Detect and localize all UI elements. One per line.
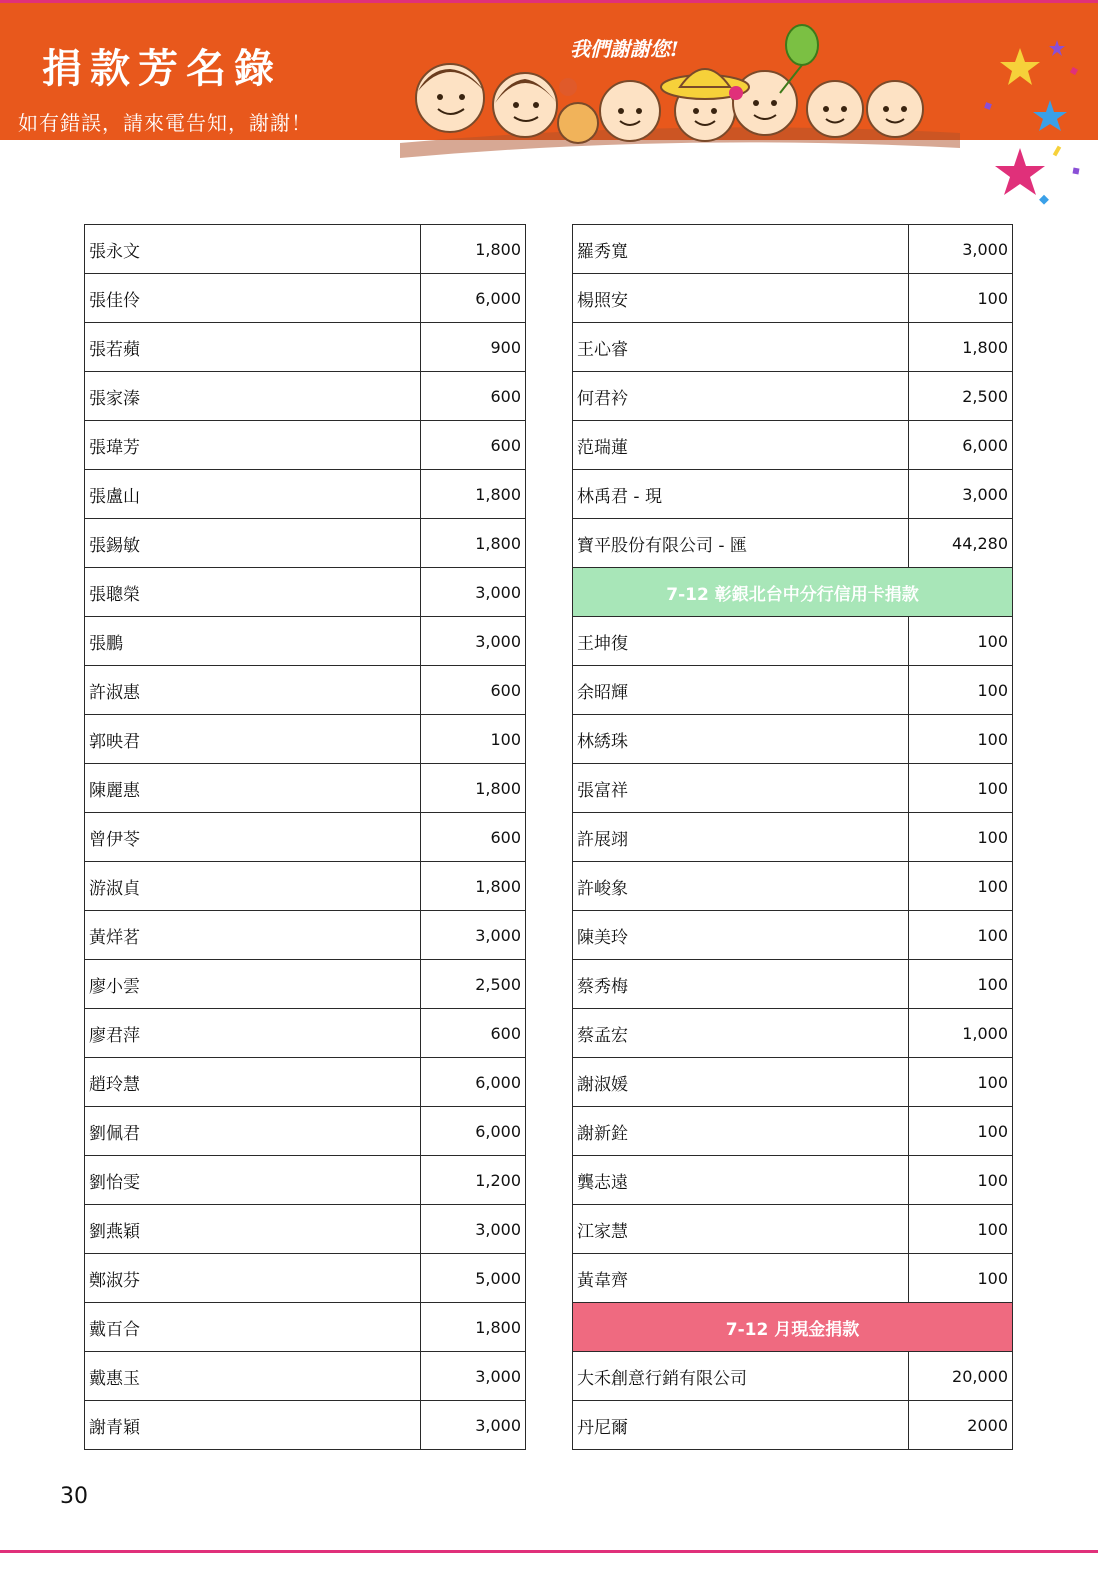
donor-row — [573, 1107, 1013, 1156]
donor-row — [85, 1352, 526, 1401]
donor-name: 郭映君 — [85, 715, 421, 764]
donation-amount: 2,500 — [421, 960, 526, 1009]
donor-name: 江家慧 — [573, 1205, 909, 1254]
donor-name: 謝新銓 — [573, 1107, 909, 1156]
donation-amount: 600 — [421, 421, 526, 470]
donation-amount: 2,500 — [909, 372, 1013, 421]
donor-name: 王心睿 — [573, 323, 909, 372]
donation-amount: 100 — [909, 715, 1013, 764]
donor-name: 戴惠玉 — [85, 1352, 421, 1401]
donation-amount: 100 — [909, 764, 1013, 813]
donor-name: 游淑貞 — [85, 862, 421, 911]
donor-name: 劉怡雯 — [85, 1156, 421, 1205]
donation-amount: 6,000 — [421, 274, 526, 323]
donor-name: 張盧山 — [85, 470, 421, 519]
donor-row — [573, 1401, 1013, 1450]
donor-row — [573, 813, 1013, 862]
donation-amount: 3,000 — [909, 225, 1013, 274]
donor-row — [573, 666, 1013, 715]
donor-name: 張若蘋 — [85, 323, 421, 372]
donor-row — [85, 372, 526, 421]
donation-amount: 100 — [909, 1254, 1013, 1303]
donor-row — [85, 323, 526, 372]
donation-amount: 1,800 — [421, 764, 526, 813]
section-title: 7-12 月現金捐款 — [573, 1303, 1013, 1352]
donor-row — [573, 1156, 1013, 1205]
donor-row — [573, 274, 1013, 323]
donation-amount: 5,000 — [421, 1254, 526, 1303]
donation-amount: 100 — [909, 666, 1013, 715]
donor-name: 范瑞蓮 — [573, 421, 909, 470]
donor-row — [573, 764, 1013, 813]
donor-name: 丹尼爾 — [573, 1401, 909, 1450]
donor-name: 大禾創意行銷有限公司 — [573, 1352, 909, 1401]
donor-row — [85, 1254, 526, 1303]
donor-name: 謝淑媛 — [573, 1058, 909, 1107]
donor-row — [85, 715, 526, 764]
donor-row — [85, 421, 526, 470]
donation-amount: 100 — [909, 911, 1013, 960]
donor-name: 楊照安 — [573, 274, 909, 323]
donor-row — [573, 862, 1013, 911]
donation-amount: 3,000 — [421, 1401, 526, 1450]
donor-row — [573, 911, 1013, 960]
donor-row — [85, 862, 526, 911]
donor-name: 黃烊茗 — [85, 911, 421, 960]
donation-amount: 100 — [909, 617, 1013, 666]
donation-amount: 600 — [421, 813, 526, 862]
donation-amount: 1,800 — [421, 225, 526, 274]
donor-row — [85, 666, 526, 715]
donation-amount: 1,800 — [421, 519, 526, 568]
donor-name: 劉佩君 — [85, 1107, 421, 1156]
donation-amount: 3,000 — [421, 911, 526, 960]
donor-name: 張富祥 — [573, 764, 909, 813]
donation-amount: 1,800 — [909, 323, 1013, 372]
donor-name: 陳麗惠 — [85, 764, 421, 813]
donor-name: 趙玲慧 — [85, 1058, 421, 1107]
page-subtitle: 如有錯誤，請來電告知，謝謝！ — [18, 111, 312, 135]
donor-name: 許展翊 — [573, 813, 909, 862]
donation-amount: 1,200 — [421, 1156, 526, 1205]
donor-table-right — [572, 224, 1013, 1450]
donor-name: 廖小雲 — [85, 960, 421, 1009]
donation-amount: 2000 — [909, 1401, 1013, 1450]
donation-amount: 1,000 — [909, 1009, 1013, 1058]
donor-row — [573, 1254, 1013, 1303]
donor-name: 張瑋芳 — [85, 421, 421, 470]
donor-row — [85, 568, 526, 617]
donation-amount: 3,000 — [909, 470, 1013, 519]
donor-name: 曾伊苓 — [85, 813, 421, 862]
donor-row — [85, 470, 526, 519]
donation-amount: 100 — [909, 1156, 1013, 1205]
donation-amount: 100 — [909, 960, 1013, 1009]
donation-amount: 600 — [421, 372, 526, 421]
donation-amount: 6,000 — [909, 421, 1013, 470]
donor-row — [573, 1058, 1013, 1107]
donor-name: 張鵬 — [85, 617, 421, 666]
donation-amount: 100 — [909, 1058, 1013, 1107]
donor-name: 戴百合 — [85, 1303, 421, 1352]
decorative-stars — [975, 18, 1095, 218]
donor-name: 張錫敏 — [85, 519, 421, 568]
donor-row — [85, 1107, 526, 1156]
donation-amount: 3,000 — [421, 617, 526, 666]
donor-row — [85, 1156, 526, 1205]
donation-amount: 44,280 — [909, 519, 1013, 568]
section-header-row — [573, 1303, 1013, 1352]
donor-name: 蔡秀梅 — [573, 960, 909, 1009]
donor-name: 林禹君 - 現 — [573, 470, 909, 519]
donor-name: 蔡孟宏 — [573, 1009, 909, 1058]
donor-name: 余昭輝 — [573, 666, 909, 715]
donor-row — [85, 764, 526, 813]
donor-row — [85, 813, 526, 862]
header-banner — [0, 0, 1098, 140]
donor-row — [85, 1205, 526, 1254]
donor-name: 鄭淑芬 — [85, 1254, 421, 1303]
donation-amount: 3,000 — [421, 568, 526, 617]
donor-name: 劉燕穎 — [85, 1205, 421, 1254]
donor-name: 陳美玲 — [573, 911, 909, 960]
donor-row — [573, 715, 1013, 764]
donation-amount: 100 — [421, 715, 526, 764]
donor-name: 羅秀寬 — [573, 225, 909, 274]
donor-name: 許淑惠 — [85, 666, 421, 715]
donor-name: 何君衿 — [573, 372, 909, 421]
donor-name: 許峻象 — [573, 862, 909, 911]
donor-row — [573, 960, 1013, 1009]
donor-row — [573, 1205, 1013, 1254]
donor-row — [573, 421, 1013, 470]
donation-amount: 6,000 — [421, 1058, 526, 1107]
donor-row — [573, 470, 1013, 519]
donor-name: 張永文 — [85, 225, 421, 274]
donation-amount: 100 — [909, 813, 1013, 862]
donor-name: 張家溱 — [85, 372, 421, 421]
donor-row — [573, 372, 1013, 421]
donation-amount: 1,800 — [421, 470, 526, 519]
donation-amount: 1,800 — [421, 1303, 526, 1352]
thank-you-text: 我們謝謝您! — [570, 37, 679, 61]
donor-row — [85, 1303, 526, 1352]
donor-table-left — [84, 224, 526, 1450]
donation-amount: 100 — [909, 1205, 1013, 1254]
donor-name: 龔志遠 — [573, 1156, 909, 1205]
section-title: 7-12 彰銀北台中分行信用卡捐款 — [573, 568, 1013, 617]
donor-name: 林綉珠 — [573, 715, 909, 764]
donor-row — [85, 1401, 526, 1450]
donor-name: 張聰榮 — [85, 568, 421, 617]
donor-row — [573, 1009, 1013, 1058]
donation-amount: 900 — [421, 323, 526, 372]
donor-row — [85, 225, 526, 274]
donor-row — [573, 323, 1013, 372]
donor-row — [85, 617, 526, 666]
page-number: 30 — [60, 1484, 88, 1509]
donor-name: 謝青穎 — [85, 1401, 421, 1450]
donor-row — [573, 225, 1013, 274]
footer-divider — [0, 1550, 1098, 1553]
donation-amount: 1,800 — [421, 862, 526, 911]
children-illustration — [380, 23, 980, 163]
donor-row — [85, 960, 526, 1009]
donation-amount: 100 — [909, 862, 1013, 911]
donor-row — [85, 519, 526, 568]
donation-amount: 600 — [421, 1009, 526, 1058]
donor-row — [85, 1009, 526, 1058]
donation-amount: 600 — [421, 666, 526, 715]
donation-amount: 20,000 — [909, 1352, 1013, 1401]
donor-row — [573, 617, 1013, 666]
donor-row — [85, 911, 526, 960]
donation-amount: 3,000 — [421, 1205, 526, 1254]
donation-amount: 6,000 — [421, 1107, 526, 1156]
donor-name: 黃韋齊 — [573, 1254, 909, 1303]
section-header-row — [573, 568, 1013, 617]
donor-row — [85, 1058, 526, 1107]
donor-name: 張佳伶 — [85, 274, 421, 323]
page-title: 捐款芳名錄 — [42, 45, 282, 92]
donor-name: 廖君萍 — [85, 1009, 421, 1058]
donation-amount: 100 — [909, 274, 1013, 323]
donor-name: 寶平股份有限公司 - 匯 — [573, 519, 909, 568]
donation-amount: 100 — [909, 1107, 1013, 1156]
donor-row — [85, 274, 526, 323]
donor-name: 王坤復 — [573, 617, 909, 666]
donation-amount: 3,000 — [421, 1352, 526, 1401]
donor-row — [573, 1352, 1013, 1401]
donor-row — [573, 519, 1013, 568]
